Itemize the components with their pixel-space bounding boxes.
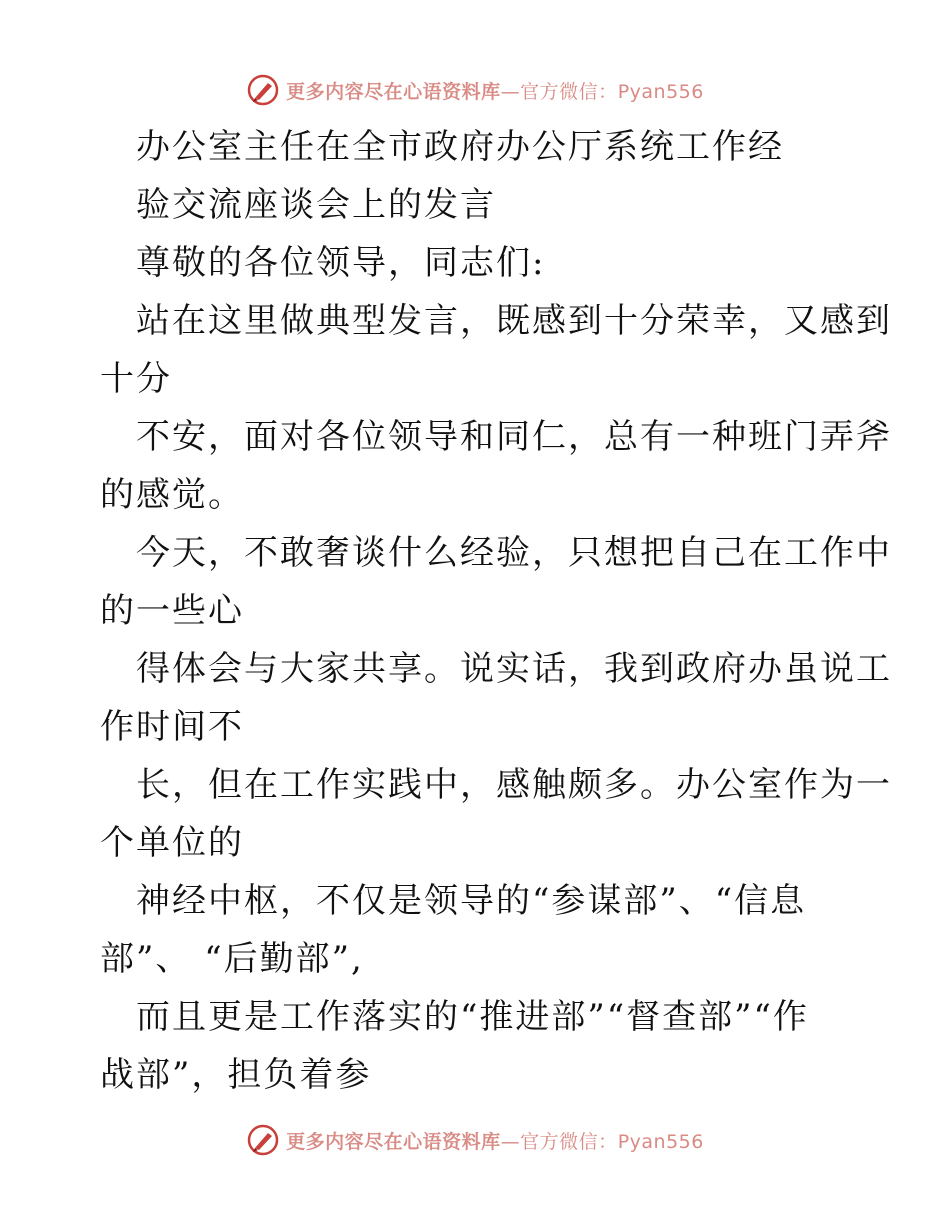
text-line: 站在这里做典型发言，既感到十分荣幸，又感到 [136, 301, 892, 341]
text-line: 个单位的 [100, 823, 244, 863]
text-line: 十分 [100, 359, 172, 399]
text-line: 的一些心 [100, 591, 244, 631]
document-body [100, 118, 892, 1104]
footer-watermark [0, 1120, 950, 1160]
text-line: 今天，不敢奢谈什么经验，只想把自己在工作中 [136, 533, 892, 573]
watermark-text: 更多内容尽在心语资料库—官方微信：Pyan556 [286, 1130, 704, 1153]
pen-logo-icon [246, 1123, 280, 1157]
text-line: 得体会与大家共享。说实话，我到政府办虽说工 [136, 649, 892, 689]
text-line: 长，但在工作实践中，感触颇多。办公室作为一 [136, 765, 892, 805]
pen-logo-icon [246, 73, 280, 107]
text-line: 的感觉。 [100, 475, 244, 515]
text-line: 部”、 “后勤部”, [100, 939, 364, 979]
watermark-text: 更多内容尽在心语资料库—官方微信：Pyan556 [286, 80, 704, 103]
header-watermark [0, 70, 950, 110]
text-line: 验交流座谈会上的发言 [136, 185, 496, 225]
text-line: 战部”，担负着参 [100, 1055, 372, 1095]
text-line: 不安，面对各位领导和同仁，总有一种班门弄斧 [136, 417, 892, 457]
text-line: 作时间不 [100, 707, 244, 747]
text-line: 尊敬的各位领导，同志们: [136, 243, 546, 283]
text-line: 而且更是工作落实的“推进部”“督查部”“作 [136, 997, 809, 1037]
text-line: 神经中枢，不仅是领导的“参谋部”、“信息 [136, 881, 807, 921]
text-line: 办公室主任在全市政府办公厅系统工作经 [136, 127, 784, 167]
